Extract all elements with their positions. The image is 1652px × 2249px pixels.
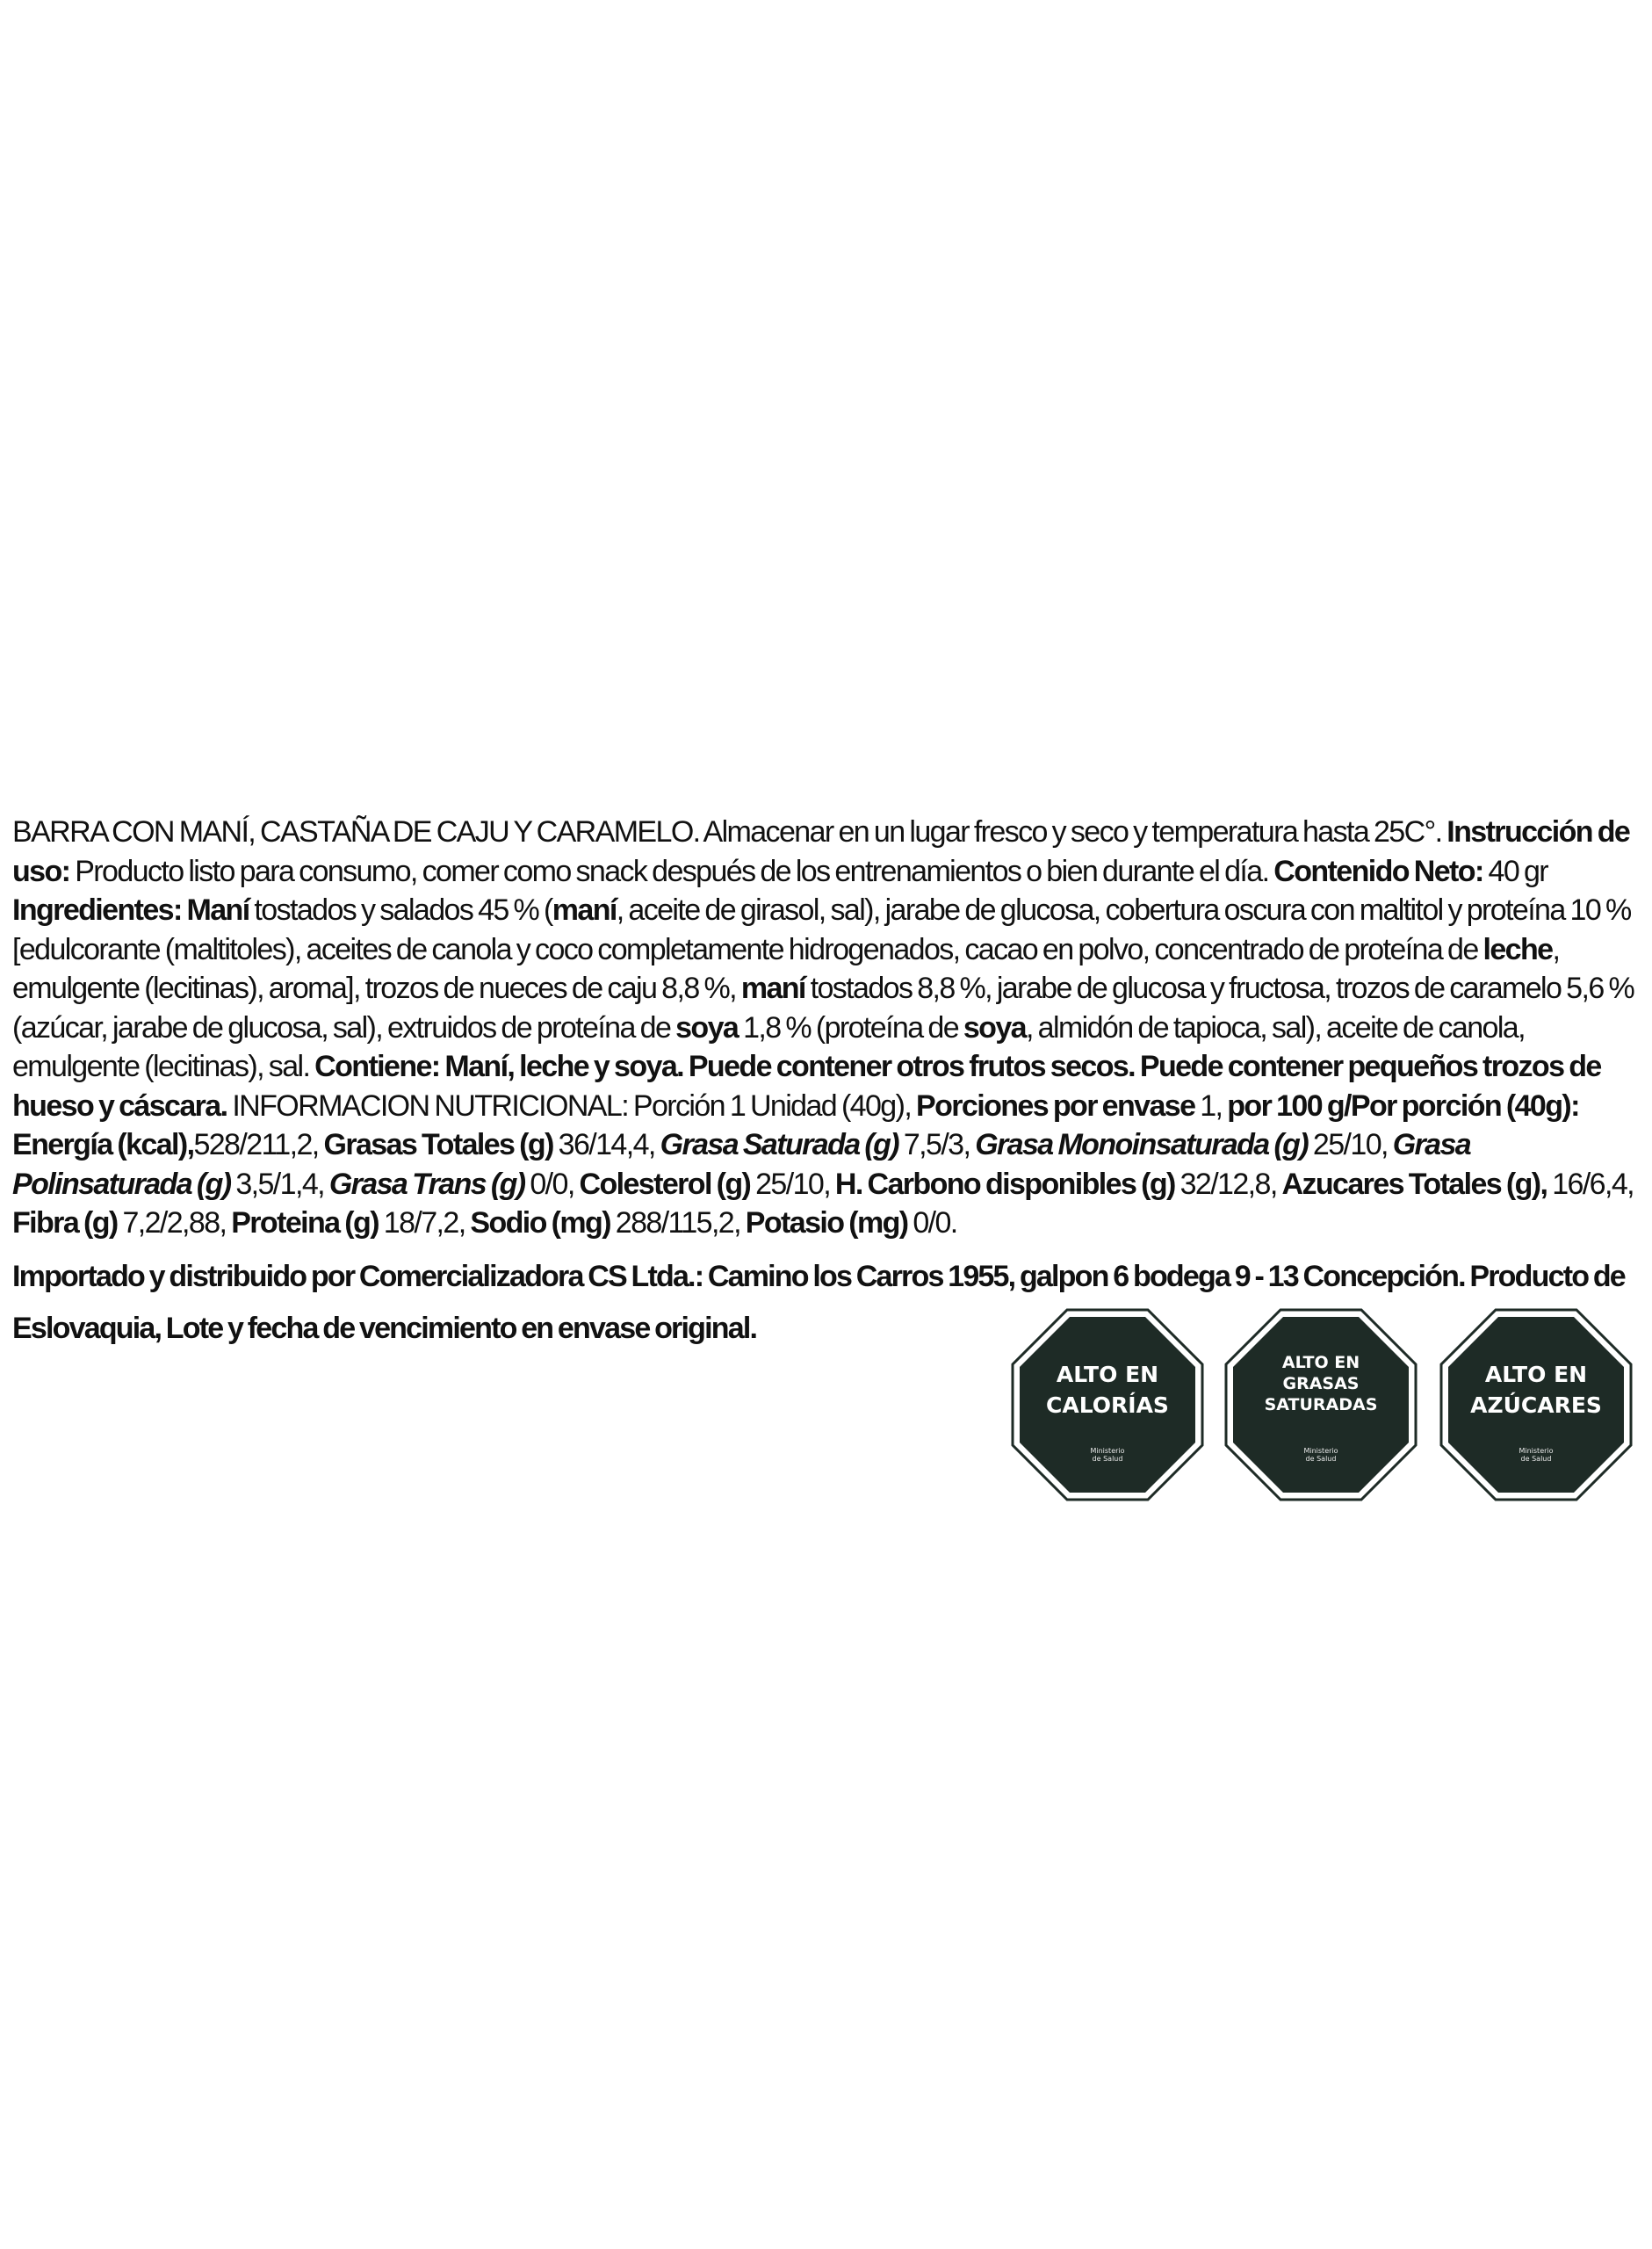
label-text-run: , almidón de tapioca, sal), aceite de canola, emulgente (lecitinas), sal. (12, 1010, 1525, 1083)
label-text-run: 3,5/1,4, (230, 1167, 329, 1201)
label-text-run: Producto listo para consumo, comer como snack después de los entrenamientos o bien durante el día. (69, 854, 1274, 888)
label-text-run: Grasas Totales (g) (323, 1128, 553, 1161)
label-text-run: 528/211,2, (193, 1128, 324, 1161)
seal-text: ALTO EN AZÚCARES (1470, 1362, 1602, 1418)
alto-en-azucares-seal (1439, 1308, 1633, 1501)
label-text-run: 7,2/2,88, (117, 1206, 232, 1240)
label-text-run: 25/10, (750, 1167, 835, 1201)
label-text-run: Contiene: Maní, leche y soya. Puede contener otros frutos secos. Puede contener pequeños trozos de hueso y cáscara. (12, 1050, 1601, 1123)
label-text-run: 18/7,2, (378, 1206, 471, 1240)
seal-ministry-text: Ministerio de Salud (1090, 1447, 1125, 1463)
label-text-run: maní (552, 893, 617, 927)
label-text-run: , aceite de girasol, sal), jarabe de glucosa, cobertura oscura con maltitol y proteína 10 % [edulcorante (maltitoles), aceites de canola y coco completamente hidrogenados, cacao en polvo, concentrado de proteína de (12, 893, 1631, 966)
label-text-run: Grasa Saturada (g) (660, 1128, 899, 1161)
label-text-run: Grasa Monoinsaturada (g) (975, 1128, 1309, 1161)
label-text-run: Proteina (g) (231, 1206, 379, 1240)
label-text-run: Ingredientes: Maní (12, 893, 249, 927)
alto-en-grasas-saturadas-seal (1224, 1308, 1418, 1501)
label-text-run: Potasio (mg) (745, 1206, 908, 1240)
label-text-run: Grasa Polinsaturada (g) (12, 1128, 1471, 1201)
label-text-run: 16/6,4, (1547, 1167, 1634, 1201)
label-text-run: Porciones por envase (916, 1088, 1195, 1123)
label-text-run: H. Carbono disponibles (g) (834, 1167, 1175, 1201)
seal-text: ALTO EN CALORÍAS (1046, 1362, 1169, 1418)
label-text-run: Contenido Neto: (1273, 854, 1483, 888)
label-text-run: 7,5/3, (898, 1128, 976, 1161)
label-text-run: 36/14,4, (552, 1128, 660, 1161)
label-text-run: Almacenar en un lugar fresco y seco y temperatura hasta 25C°. (699, 815, 1447, 849)
label-text-run: 288/115,2, (610, 1206, 746, 1240)
label-text-run: Instrucción de uso: (12, 815, 1630, 888)
product-label-text (12, 813, 1646, 1355)
label-text-run: tostados 8,8 %, jarabe de glucosa y fructosa, trozos de caramelo 5,6 % (azúcar, jarabe de glucosa, sal), extruidos de proteína de (12, 972, 1634, 1045)
seal-text: ALTO EN GRASAS SATURADAS (1264, 1353, 1378, 1414)
label-text-run: 0/0, (524, 1167, 580, 1201)
seal-ministry-text: Ministerio de Salud (1519, 1447, 1554, 1463)
label-text-run: Grasa Trans (g) (328, 1167, 525, 1201)
label-text-run: BARRA CON MANÍ, CASTAÑA DE CAJU Y CARAMELO. (12, 815, 700, 849)
label-text-run: soya (963, 1010, 1026, 1045)
label-text-run: 1, (1194, 1088, 1228, 1123)
label-text-run: Colesterol (g) (579, 1167, 751, 1201)
importer-paragraph: Importado y distribuido por Comercializadora CS Ltda.: Camino los Carros 1955, galpon 6 bodega 9 - 13 Concepción. Producto de Eslovaquia, Lote y fecha de vencimiento en envase original. (12, 1259, 1625, 1345)
label-text-run: soya (675, 1010, 739, 1045)
label-text-run: 1,8 % (proteína de (738, 1010, 963, 1045)
label-text-run: 40 gr (1482, 854, 1548, 888)
label-text-run: leche (1482, 932, 1553, 966)
label-text-run: Azucares Totales (g), (1281, 1167, 1547, 1201)
label-text-run: Sodio (mg) (470, 1206, 610, 1240)
product-description-paragraph (12, 813, 1646, 1243)
alto-en-calorias-seal (1011, 1308, 1204, 1501)
label-text-run: 0/0. (907, 1206, 957, 1240)
seal-ministry-text: Ministerio de Salud (1303, 1447, 1338, 1463)
label-text-run: INFORMACION NUTRICIONAL: Porción 1 Unidad (40g), (227, 1088, 917, 1123)
label-text-run: maní (740, 972, 805, 1005)
label-text-run: 32/12,8, (1174, 1167, 1282, 1201)
label-text-run: tostados y salados 45 % ( (249, 893, 552, 927)
label-text-run: Fibra (g) (12, 1206, 118, 1240)
warning-seals (1011, 1308, 1634, 1501)
label-text-run: 25/10, (1308, 1128, 1393, 1161)
label-text-run: , emulgente (lecitinas), aroma], trozos de nueces de caju 8,8 %, (12, 932, 1560, 1005)
label-text-run: por 100 g/Por porción (40g): Energía (kcal), (12, 1088, 1579, 1161)
